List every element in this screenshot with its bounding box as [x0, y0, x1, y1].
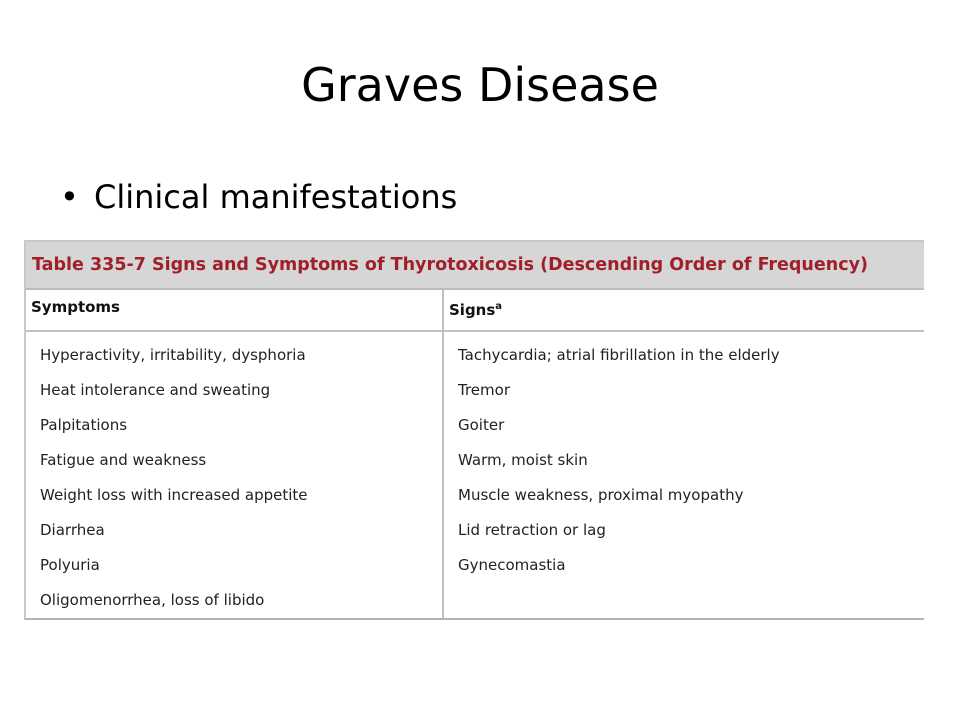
symptom-item: Fatigue and weakness	[40, 451, 207, 469]
symptoms-column	[26, 290, 444, 620]
bullet-item	[60, 178, 457, 216]
symptoms-list	[26, 332, 442, 618]
symptom-item: Oligomenorrhea, loss of libido	[40, 591, 265, 609]
signs-header-footnote: a	[495, 301, 503, 312]
sign-item: Tachycardia; atrial fibrillation in the elderly	[458, 346, 780, 364]
signs-list	[444, 332, 924, 583]
bullet-dot-icon: •	[60, 178, 79, 216]
symptom-item: Hyperactivity, irritability, dysphoria	[40, 346, 306, 364]
table-body	[26, 290, 924, 620]
signs-column	[444, 290, 924, 620]
symptom-item: Heat intolerance and sweating	[40, 381, 271, 399]
symptom-item: Weight loss with increased appetite	[40, 486, 308, 504]
table-caption: Table 335-7 Signs and Symptoms of Thyrotoxicosis (Descending Order of Frequency)	[26, 242, 924, 290]
sign-item: Gynecomastia	[458, 556, 566, 574]
slide-title: Graves Disease	[301, 58, 659, 112]
symptom-item: Polyuria	[40, 556, 100, 574]
sign-item: Tremor	[458, 381, 510, 399]
sign-item: Warm, moist skin	[458, 451, 588, 469]
thyrotoxicosis-table	[24, 240, 924, 620]
symptom-item: Diarrhea	[40, 521, 105, 539]
sign-item: Goiter	[458, 416, 505, 434]
signs-header	[444, 290, 924, 332]
symptoms-header: Symptoms	[26, 290, 442, 332]
sign-item: Muscle weakness, proximal myopathy	[458, 486, 744, 504]
sign-item: Lid retraction or lag	[458, 521, 606, 539]
bullet-text: Clinical manifestations	[94, 178, 458, 216]
symptom-item: Palpitations	[40, 416, 128, 434]
signs-header-label: Signs	[449, 301, 496, 319]
